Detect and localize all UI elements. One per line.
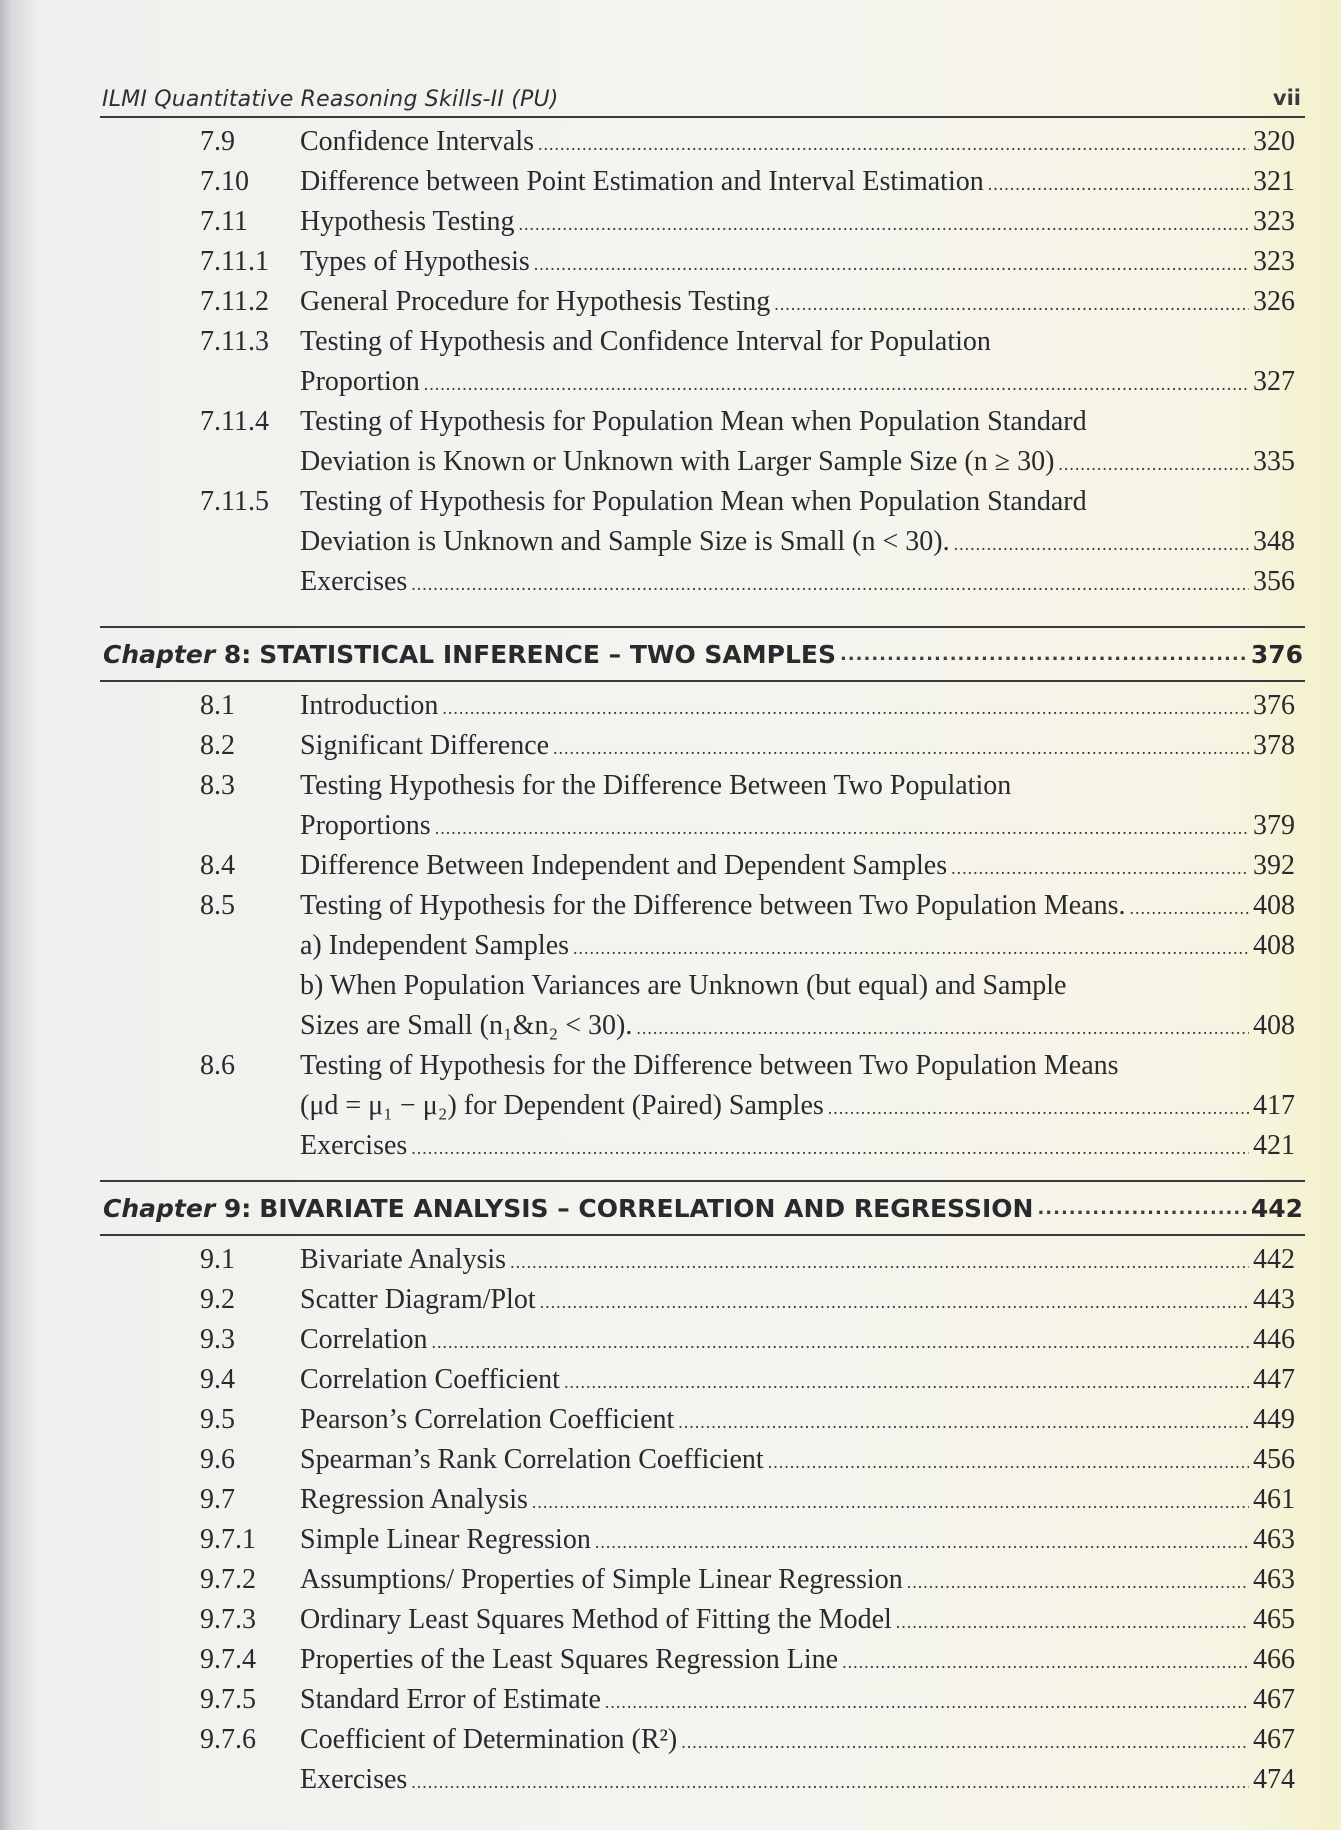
entry-title: Exercises xyxy=(300,1130,408,1161)
dot-leader xyxy=(678,1402,1249,1442)
entry-page: 463 xyxy=(1253,1564,1295,1595)
entry-page: 442 xyxy=(1253,1244,1295,1275)
toc-entry[interactable] xyxy=(100,162,1305,202)
running-header xyxy=(100,82,1305,118)
entry-title: Proportion xyxy=(300,366,420,397)
dot-leader xyxy=(605,1682,1249,1722)
entry-title: Scatter Diagram/Plot xyxy=(300,1284,536,1315)
toc-entry[interactable] xyxy=(100,1280,1305,1320)
toc-entry[interactable] xyxy=(100,1046,1305,1126)
section-number: 7.11.4 xyxy=(200,406,269,437)
entry-title: Exercises xyxy=(300,566,408,597)
entry-title: Regression Analysis xyxy=(300,1484,528,1515)
dot-leader xyxy=(681,1722,1249,1762)
entry-page: 456 xyxy=(1253,1444,1295,1475)
entry-title: Exercises xyxy=(300,1764,408,1795)
entry-title: Difference Between Independent and Dependent Samples xyxy=(300,850,948,881)
section-number: 9.7.2 xyxy=(200,1564,256,1595)
entry-title: b) When Population Variances are Unknown (but equal) and Sample xyxy=(300,970,1067,1001)
dot-leader xyxy=(424,364,1249,404)
toc-entry[interactable] xyxy=(100,1400,1305,1440)
entry-title: Spearman’s Rank Correlation Coefficient xyxy=(300,1444,764,1475)
chapter-label: Chapter xyxy=(103,1193,216,1223)
toc-entry[interactable] xyxy=(100,322,1305,402)
dot-leader xyxy=(1130,888,1249,928)
section-number: 9.3 xyxy=(200,1324,235,1355)
entry-title: Testing Hypothesis for the Difference Between Two Population xyxy=(300,770,1012,801)
entry-title: a) Independent Samples xyxy=(300,930,570,961)
dot-leader xyxy=(907,1562,1249,1602)
entry-page: 326 xyxy=(1253,286,1295,317)
entry-page: 323 xyxy=(1253,206,1295,237)
entry-title: (μd = μ₁ − μ₂) for Dependent (Paired) Samples xyxy=(300,1090,824,1121)
dot-leader xyxy=(519,204,1249,244)
dot-leader xyxy=(842,1642,1249,1682)
entry-page: 446 xyxy=(1253,1324,1295,1355)
entry-title: Testing of Hypothesis for the Difference between Two Population Means. xyxy=(300,890,1126,921)
chapter-page: 376 xyxy=(1250,639,1303,669)
toc-entry[interactable] xyxy=(100,966,1305,1046)
dot-leader xyxy=(553,728,1249,768)
section-number: 7.11.5 xyxy=(200,486,269,517)
toc-entry[interactable] xyxy=(100,1760,1305,1800)
entry-title: Standard Error of Estimate xyxy=(300,1684,601,1715)
toc-entry[interactable] xyxy=(100,846,1305,886)
entry-title: Testing of Hypothesis for Population Mean when Population Standard xyxy=(300,486,1087,517)
entry-title: Sizes are Small (n₁&n₂ < 30). xyxy=(300,1010,633,1041)
entry-page: 463 xyxy=(1253,1524,1295,1555)
section-number: 9.7.4 xyxy=(200,1644,256,1675)
entry-page: 474 xyxy=(1253,1764,1295,1795)
toc-entry[interactable] xyxy=(100,1720,1305,1760)
entry-page: 321 xyxy=(1253,166,1295,197)
dot-leader xyxy=(411,1128,1249,1168)
dot-leader xyxy=(595,1522,1249,1562)
entry-title: Proportions xyxy=(300,810,431,841)
section-number: 7.11.3 xyxy=(200,326,269,357)
dot-leader xyxy=(954,524,1249,564)
dot-leader xyxy=(540,1282,1249,1322)
entry-title: Correlation xyxy=(300,1324,428,1355)
book-title: ILMI Quantitative Reasoning Skills-II (PU) xyxy=(102,87,559,112)
entry-page: 379 xyxy=(1253,810,1295,841)
page-number: vii xyxy=(1272,86,1301,110)
dot-leader xyxy=(988,164,1249,204)
toc-entry[interactable] xyxy=(100,202,1305,242)
section-number: 7.11 xyxy=(200,206,248,237)
entry-title: Deviation is Known or Unknown with Larger Sample Size (n ≥ 30) xyxy=(300,446,1055,477)
dot-leader xyxy=(896,1602,1249,1642)
dot-leader xyxy=(828,1088,1249,1128)
dot-leader xyxy=(435,808,1249,848)
entry-title: Testing of Hypothesis and Confidence Interval for Population xyxy=(300,326,991,357)
entry-page: 467 xyxy=(1253,1724,1295,1755)
entry-page: 443 xyxy=(1253,1284,1295,1315)
entry-title: Testing of Hypothesis for the Difference between Two Population Means xyxy=(300,1050,1119,1081)
entry-page: 465 xyxy=(1253,1604,1295,1635)
entry-title: Confidence Intervals xyxy=(300,126,535,157)
section-number: 7.11.2 xyxy=(200,286,269,317)
toc-entry[interactable] xyxy=(100,926,1305,966)
chapter-title: STATISTICAL INFERENCE – TWO SAMPLES xyxy=(259,639,836,669)
section-number: 8.3 xyxy=(200,770,235,801)
chapter-8-heading[interactable]: Chapter 8 : STATISTICAL INFERENCE – TWO SAMPLES ..... 376 xyxy=(100,626,1305,682)
chapter-title: BIVARIATE ANALYSIS – CORRELATION AND REGRESSION xyxy=(259,1193,1034,1223)
entry-page: 461 xyxy=(1253,1484,1295,1515)
toc-entry[interactable] xyxy=(100,1640,1305,1680)
toc-entry[interactable] xyxy=(100,1126,1305,1166)
chapter-9-heading[interactable]: Chapter 9 : BIVARIATE ANALYSIS – CORRELATION AND REGRESSION ..... 442 xyxy=(100,1180,1305,1236)
entry-title: Deviation is Unknown and Sample Size is Small (n < 30). xyxy=(300,526,950,557)
section-number: 7.10 xyxy=(200,166,249,197)
section-number: 9.7.3 xyxy=(200,1604,256,1635)
toc-entry[interactable] xyxy=(100,726,1305,766)
toc-entry[interactable] xyxy=(100,242,1305,282)
chapter-number: 8 xyxy=(223,639,242,669)
dot-leader xyxy=(768,1442,1249,1482)
entry-page: 323 xyxy=(1253,246,1295,277)
section-number: 9.5 xyxy=(200,1404,235,1435)
dot-leader xyxy=(774,284,1249,324)
toc-entry[interactable] xyxy=(100,766,1305,846)
section-number: 7.11.1 xyxy=(200,246,269,277)
toc-entry[interactable] xyxy=(100,1320,1305,1360)
chapter-label: Chapter xyxy=(103,639,216,669)
chapter-7-entries xyxy=(100,122,1305,602)
dot-leader xyxy=(564,1362,1249,1402)
entry-page: 376 xyxy=(1253,690,1295,721)
entry-title: Ordinary Least Squares Method of Fitting the Model xyxy=(300,1604,892,1635)
entry-title: Types of Hypothesis xyxy=(300,246,530,277)
section-number: 9.7.1 xyxy=(200,1524,256,1555)
section-number: 9.1 xyxy=(200,1244,235,1275)
toc-entry[interactable] xyxy=(100,1520,1305,1560)
toc-entry[interactable] xyxy=(100,402,1305,482)
dot-leader xyxy=(534,244,1249,284)
toc-entry[interactable] xyxy=(100,122,1305,162)
entry-title: Bivariate Analysis xyxy=(300,1244,507,1275)
section-number: 8.6 xyxy=(200,1050,235,1081)
entry-page: 327 xyxy=(1253,366,1295,397)
section-number: 8.4 xyxy=(200,850,235,881)
entry-title: Coefficient of Determination (R²) xyxy=(300,1724,678,1755)
dot-leader xyxy=(840,644,1247,665)
toc-entry[interactable] xyxy=(100,1680,1305,1720)
entry-title: Introduction xyxy=(300,690,439,721)
section-number: 9.2 xyxy=(200,1284,235,1315)
entry-page: 378 xyxy=(1253,730,1295,761)
toc-entry[interactable] xyxy=(100,1560,1305,1600)
entry-page: 417 xyxy=(1253,1090,1295,1121)
entry-page: 467 xyxy=(1253,1684,1295,1715)
entry-page: 421 xyxy=(1253,1130,1295,1161)
chapter-9-entries xyxy=(100,1240,1305,1800)
entry-page: 408 xyxy=(1253,930,1295,961)
entry-page: 356 xyxy=(1253,566,1295,597)
entry-title: Significant Difference xyxy=(300,730,550,761)
dot-leader xyxy=(1058,444,1249,484)
toc-entry[interactable] xyxy=(100,1600,1305,1640)
entry-title: Simple Linear Regression xyxy=(300,1524,591,1555)
entry-page: 348 xyxy=(1253,526,1295,557)
entry-page: 392 xyxy=(1253,850,1295,881)
dot-leader xyxy=(532,1482,1249,1522)
entry-page: 449 xyxy=(1253,1404,1295,1435)
dot-leader xyxy=(538,124,1249,164)
section-number: 9.6 xyxy=(200,1444,235,1475)
section-number: 9.4 xyxy=(200,1364,235,1395)
toc-entry[interactable] xyxy=(100,282,1305,322)
dot-leader xyxy=(510,1242,1249,1282)
dot-leader xyxy=(411,564,1249,604)
dot-leader xyxy=(411,1762,1249,1802)
entry-title: Correlation Coefficient xyxy=(300,1364,560,1395)
dot-leader xyxy=(1037,1198,1246,1219)
dot-leader xyxy=(951,848,1249,888)
section-number: 9.7 xyxy=(200,1484,235,1515)
dot-leader xyxy=(442,688,1249,728)
section-number: 8.5 xyxy=(200,890,235,921)
entry-page: 408 xyxy=(1253,1010,1295,1041)
toc-entry[interactable] xyxy=(100,1360,1305,1400)
section-number: 7.9 xyxy=(200,126,235,157)
dot-leader xyxy=(636,1008,1249,1048)
toc-entry[interactable] xyxy=(100,686,1305,726)
entry-title: Assumptions/ Properties of Simple Linear Regression xyxy=(300,1564,903,1595)
entry-title: Hypothesis Testing xyxy=(300,206,515,237)
entry-page: 320 xyxy=(1253,126,1295,157)
entry-page: 447 xyxy=(1253,1364,1295,1395)
dot-leader xyxy=(432,1322,1249,1362)
toc-entry[interactable] xyxy=(100,482,1305,562)
entry-title: Properties of the Least Squares Regression Line xyxy=(300,1644,839,1675)
entry-title: Difference between Point Estimation and Interval Estimation xyxy=(300,166,984,197)
section-number: 8.1 xyxy=(200,690,235,721)
chapter-number: 9 xyxy=(223,1193,242,1223)
toc-entry[interactable] xyxy=(100,562,1305,602)
toc-entry[interactable] xyxy=(100,1480,1305,1520)
toc-entry[interactable] xyxy=(100,886,1305,926)
entry-page: 335 xyxy=(1253,446,1295,477)
chapter-8-entries xyxy=(100,686,1305,1166)
toc-entry[interactable] xyxy=(100,1440,1305,1480)
entry-page: 466 xyxy=(1253,1644,1295,1675)
section-number: 8.2 xyxy=(200,730,235,761)
chapter-page: 442 xyxy=(1250,1193,1303,1223)
dot-leader xyxy=(573,928,1249,968)
entry-title: Pearson’s Correlation Coefficient xyxy=(300,1404,675,1435)
entry-page: 408 xyxy=(1253,890,1295,921)
toc-entry[interactable] xyxy=(100,1240,1305,1280)
section-number: 9.7.5 xyxy=(200,1684,256,1715)
section-number: 9.7.6 xyxy=(200,1724,256,1755)
entry-title: Testing of Hypothesis for Population Mean when Population Standard xyxy=(300,406,1087,437)
entry-title: General Procedure for Hypothesis Testing xyxy=(300,286,771,317)
